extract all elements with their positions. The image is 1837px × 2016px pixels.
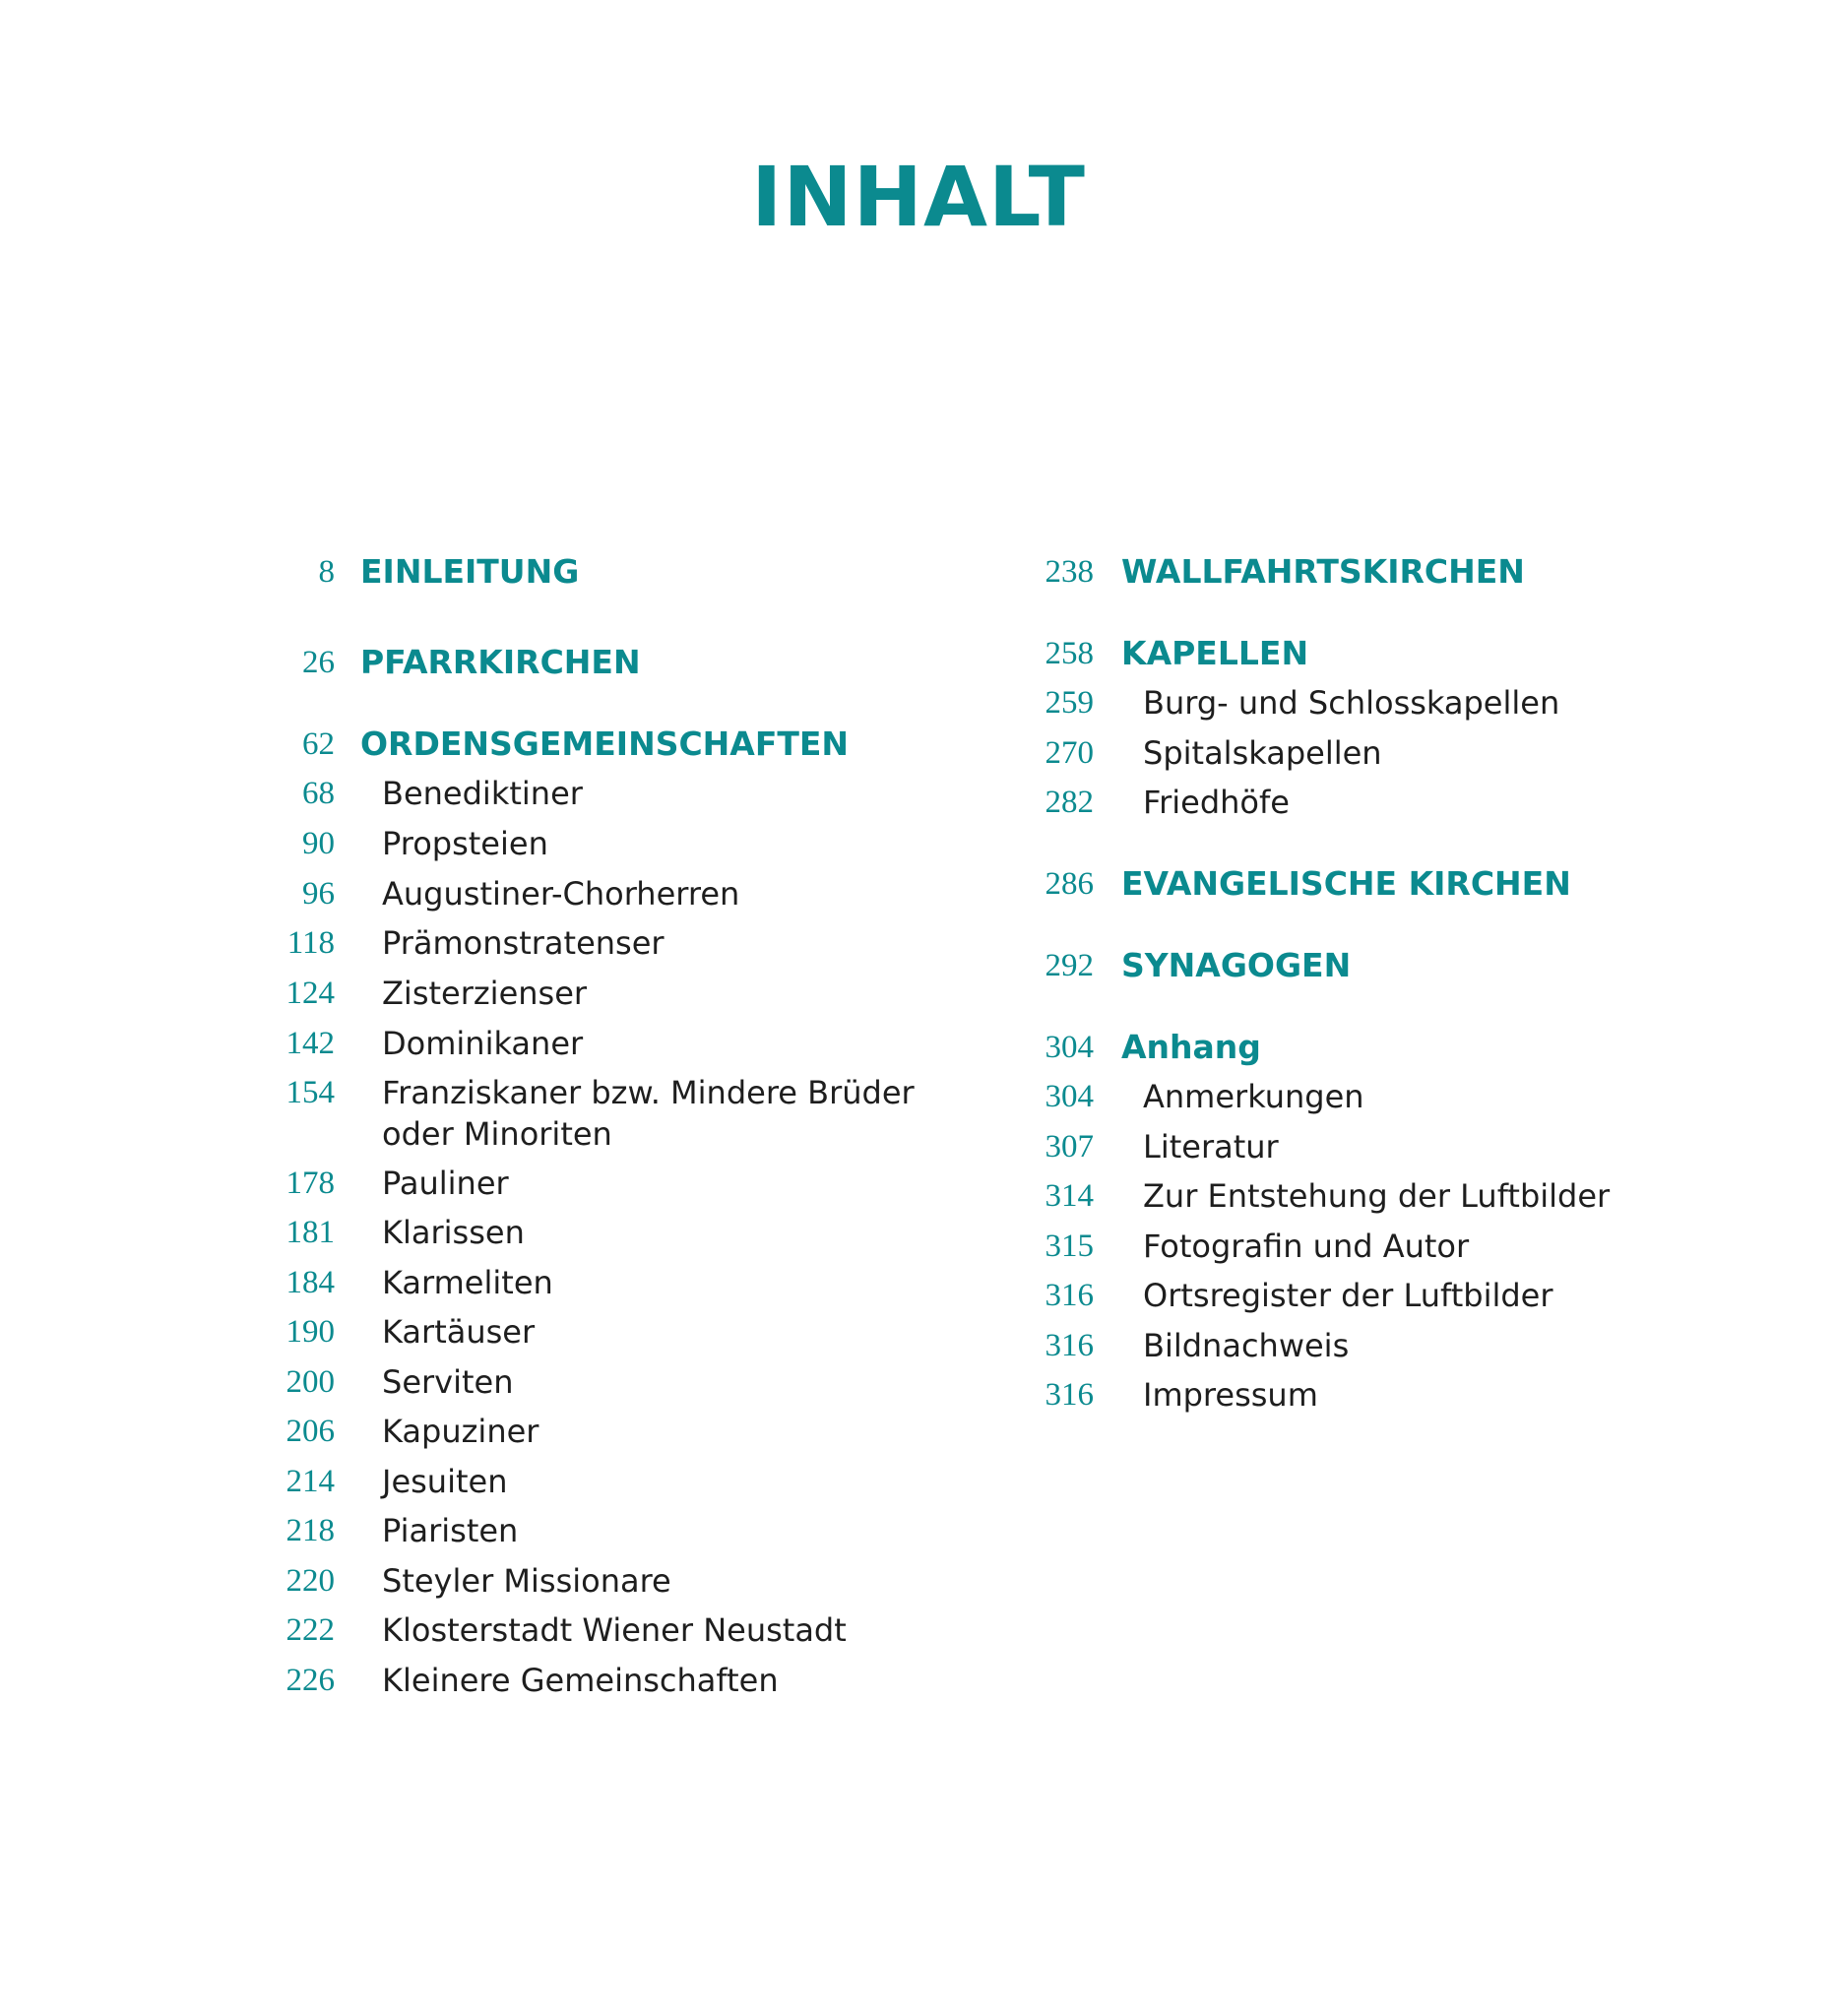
- toc-heading[interactable]: [0, 863, 1571, 905]
- toc-entry-line: oder Minoriten: [382, 1115, 612, 1153]
- toc-entry[interactable]: [0, 732, 1382, 774]
- toc-heading[interactable]: [0, 1027, 1261, 1068]
- toc-page-number: 259: [1045, 685, 1094, 721]
- toc-entry-label: Serviten: [382, 1363, 514, 1401]
- toc-page-number: 220: [285, 1563, 335, 1599]
- toc-page-number: 315: [1045, 1228, 1094, 1264]
- toc-page-number: 26: [302, 645, 335, 680]
- toc-entry[interactable]: [0, 1510, 518, 1551]
- toc-entry[interactable]: [0, 1325, 1349, 1366]
- toc-page-number: 206: [285, 1414, 335, 1449]
- toc-entry-label: Klosterstadt Wiener Neustadt: [382, 1611, 847, 1649]
- toc-heading-label: KAPELLEN: [1121, 634, 1309, 672]
- toc-entry-label: Kartäuser: [382, 1313, 536, 1351]
- toc-entry-label: Propsteien: [382, 825, 548, 862]
- toc-entry[interactable]: [0, 682, 1559, 724]
- toc-entry-label: Anmerkungen: [1143, 1078, 1364, 1115]
- toc-page-number: 238: [1045, 554, 1094, 590]
- toc-page-number: 218: [285, 1513, 335, 1548]
- toc-entry-label: Dominikaner: [382, 1025, 584, 1062]
- toc-page-number: 96: [302, 876, 335, 912]
- toc-page-number: 190: [285, 1314, 335, 1350]
- toc-page-number: 154: [285, 1075, 335, 1110]
- toc-page-number: 292: [1045, 948, 1094, 983]
- toc-heading[interactable]: [0, 551, 1525, 593]
- toc-page-number: 200: [285, 1364, 335, 1400]
- toc-page-number: 214: [285, 1464, 335, 1499]
- toc-page-number: 226: [285, 1663, 335, 1698]
- toc-entry-label: Pauliner: [382, 1165, 509, 1202]
- toc-entry-label: Fotografin und Autor: [1143, 1228, 1470, 1265]
- toc-entry[interactable]: [0, 1175, 1610, 1217]
- toc-page-number: 316: [1045, 1377, 1094, 1413]
- toc-entry-label: Ortsregister der Luftbilder: [1143, 1277, 1553, 1314]
- toc-entry[interactable]: [0, 1226, 1469, 1267]
- toc-entry-label: Benediktiner: [382, 775, 583, 812]
- toc-page-number: 124: [285, 976, 335, 1011]
- toc-page-number: 142: [285, 1026, 335, 1061]
- toc-heading[interactable]: [0, 945, 1351, 986]
- toc-entry[interactable]: [0, 1560, 671, 1602]
- toc-entry-label: Impressum: [1143, 1376, 1318, 1414]
- toc-entry-label: Kleinere Gemeinschaften: [382, 1662, 779, 1699]
- toc-page-number: 62: [302, 726, 335, 762]
- toc-heading-label: PFARRKIRCHEN: [360, 643, 641, 681]
- toc-page-number: 270: [1045, 735, 1094, 771]
- toc-page-number: 184: [285, 1265, 335, 1300]
- page-title: INHALT: [751, 149, 1086, 245]
- toc-entry-label: Friedhöfe: [1143, 784, 1290, 821]
- toc-entry[interactable]: [0, 1660, 779, 1701]
- toc-entry-label: Prämonstratenser: [382, 924, 665, 962]
- toc-entry-label: Klarissen: [382, 1214, 525, 1251]
- toc-heading-label: EINLEITUNG: [360, 552, 580, 591]
- toc-page-number: 178: [285, 1166, 335, 1201]
- toc-heading[interactable]: [0, 633, 1308, 674]
- toc-entry-label: Zur Entstehung der Luftbilder: [1143, 1177, 1611, 1215]
- toc-page-number: 222: [285, 1612, 335, 1648]
- toc-page-number: 307: [1045, 1129, 1094, 1165]
- toc-page-number: 90: [302, 826, 335, 861]
- toc-entry-label: Steyler Missionare: [382, 1562, 671, 1600]
- toc-entry[interactable]: [0, 1275, 1553, 1316]
- toc-page-number: 286: [1045, 866, 1094, 902]
- toc-entry[interactable]: [0, 1411, 538, 1452]
- toc-heading-label: EVANGELISCHE KIRCHEN: [1121, 864, 1571, 903]
- toc-entry[interactable]: [0, 1609, 847, 1651]
- toc-heading-label: ORDENSGEMEINSCHAFTEN: [360, 724, 850, 763]
- toc-heading-label: SYNAGOGEN: [1121, 946, 1352, 984]
- toc-page-number: 304: [1045, 1079, 1094, 1114]
- toc-entry[interactable]: [0, 782, 1290, 823]
- toc-page-number: 314: [1045, 1178, 1094, 1214]
- toc-entry-label: Burg- und Schlosskapellen: [1143, 684, 1560, 722]
- toc-entry-label: Spitalskapellen: [1143, 734, 1382, 772]
- toc-entry-label: Literatur: [1143, 1128, 1279, 1166]
- toc-page-number: 316: [1045, 1278, 1094, 1313]
- toc-entry[interactable]: [0, 1126, 1279, 1167]
- toc-page-number: 282: [1045, 785, 1094, 820]
- toc-page-number: 316: [1045, 1328, 1094, 1363]
- toc-heading-label: WALLFAHRTSKIRCHEN: [1121, 552, 1525, 591]
- toc-entry[interactable]: [0, 1461, 507, 1502]
- toc-page-number: 118: [286, 925, 335, 961]
- toc-entry-label: Augustiner-Chorherren: [382, 875, 740, 913]
- toc-entry-label: Zisterzienser: [382, 975, 588, 1012]
- toc-entry[interactable]: [0, 1076, 1364, 1117]
- toc-page-number: 304: [1045, 1030, 1094, 1065]
- toc-entry-line: Franziskaner bzw. Mindere Brüder: [382, 1074, 915, 1111]
- toc-entry-label: Bildnachweis: [1143, 1327, 1350, 1364]
- toc-page-number: 258: [1045, 636, 1094, 671]
- toc-heading-label: Anhang: [1121, 1028, 1261, 1066]
- toc-entry-label: Kapuziner: [382, 1413, 539, 1450]
- toc-entry-label: Karmeliten: [382, 1264, 553, 1301]
- toc-entry[interactable]: [0, 1374, 1318, 1416]
- toc-entry-label: Jesuiten: [382, 1463, 508, 1500]
- toc-page-number: 68: [302, 776, 335, 811]
- toc-page-number: 8: [318, 554, 335, 590]
- toc-entry-label: Piaristen: [382, 1512, 519, 1549]
- toc-page-number: 181: [285, 1215, 335, 1250]
- toc-entry[interactable]: [0, 823, 548, 864]
